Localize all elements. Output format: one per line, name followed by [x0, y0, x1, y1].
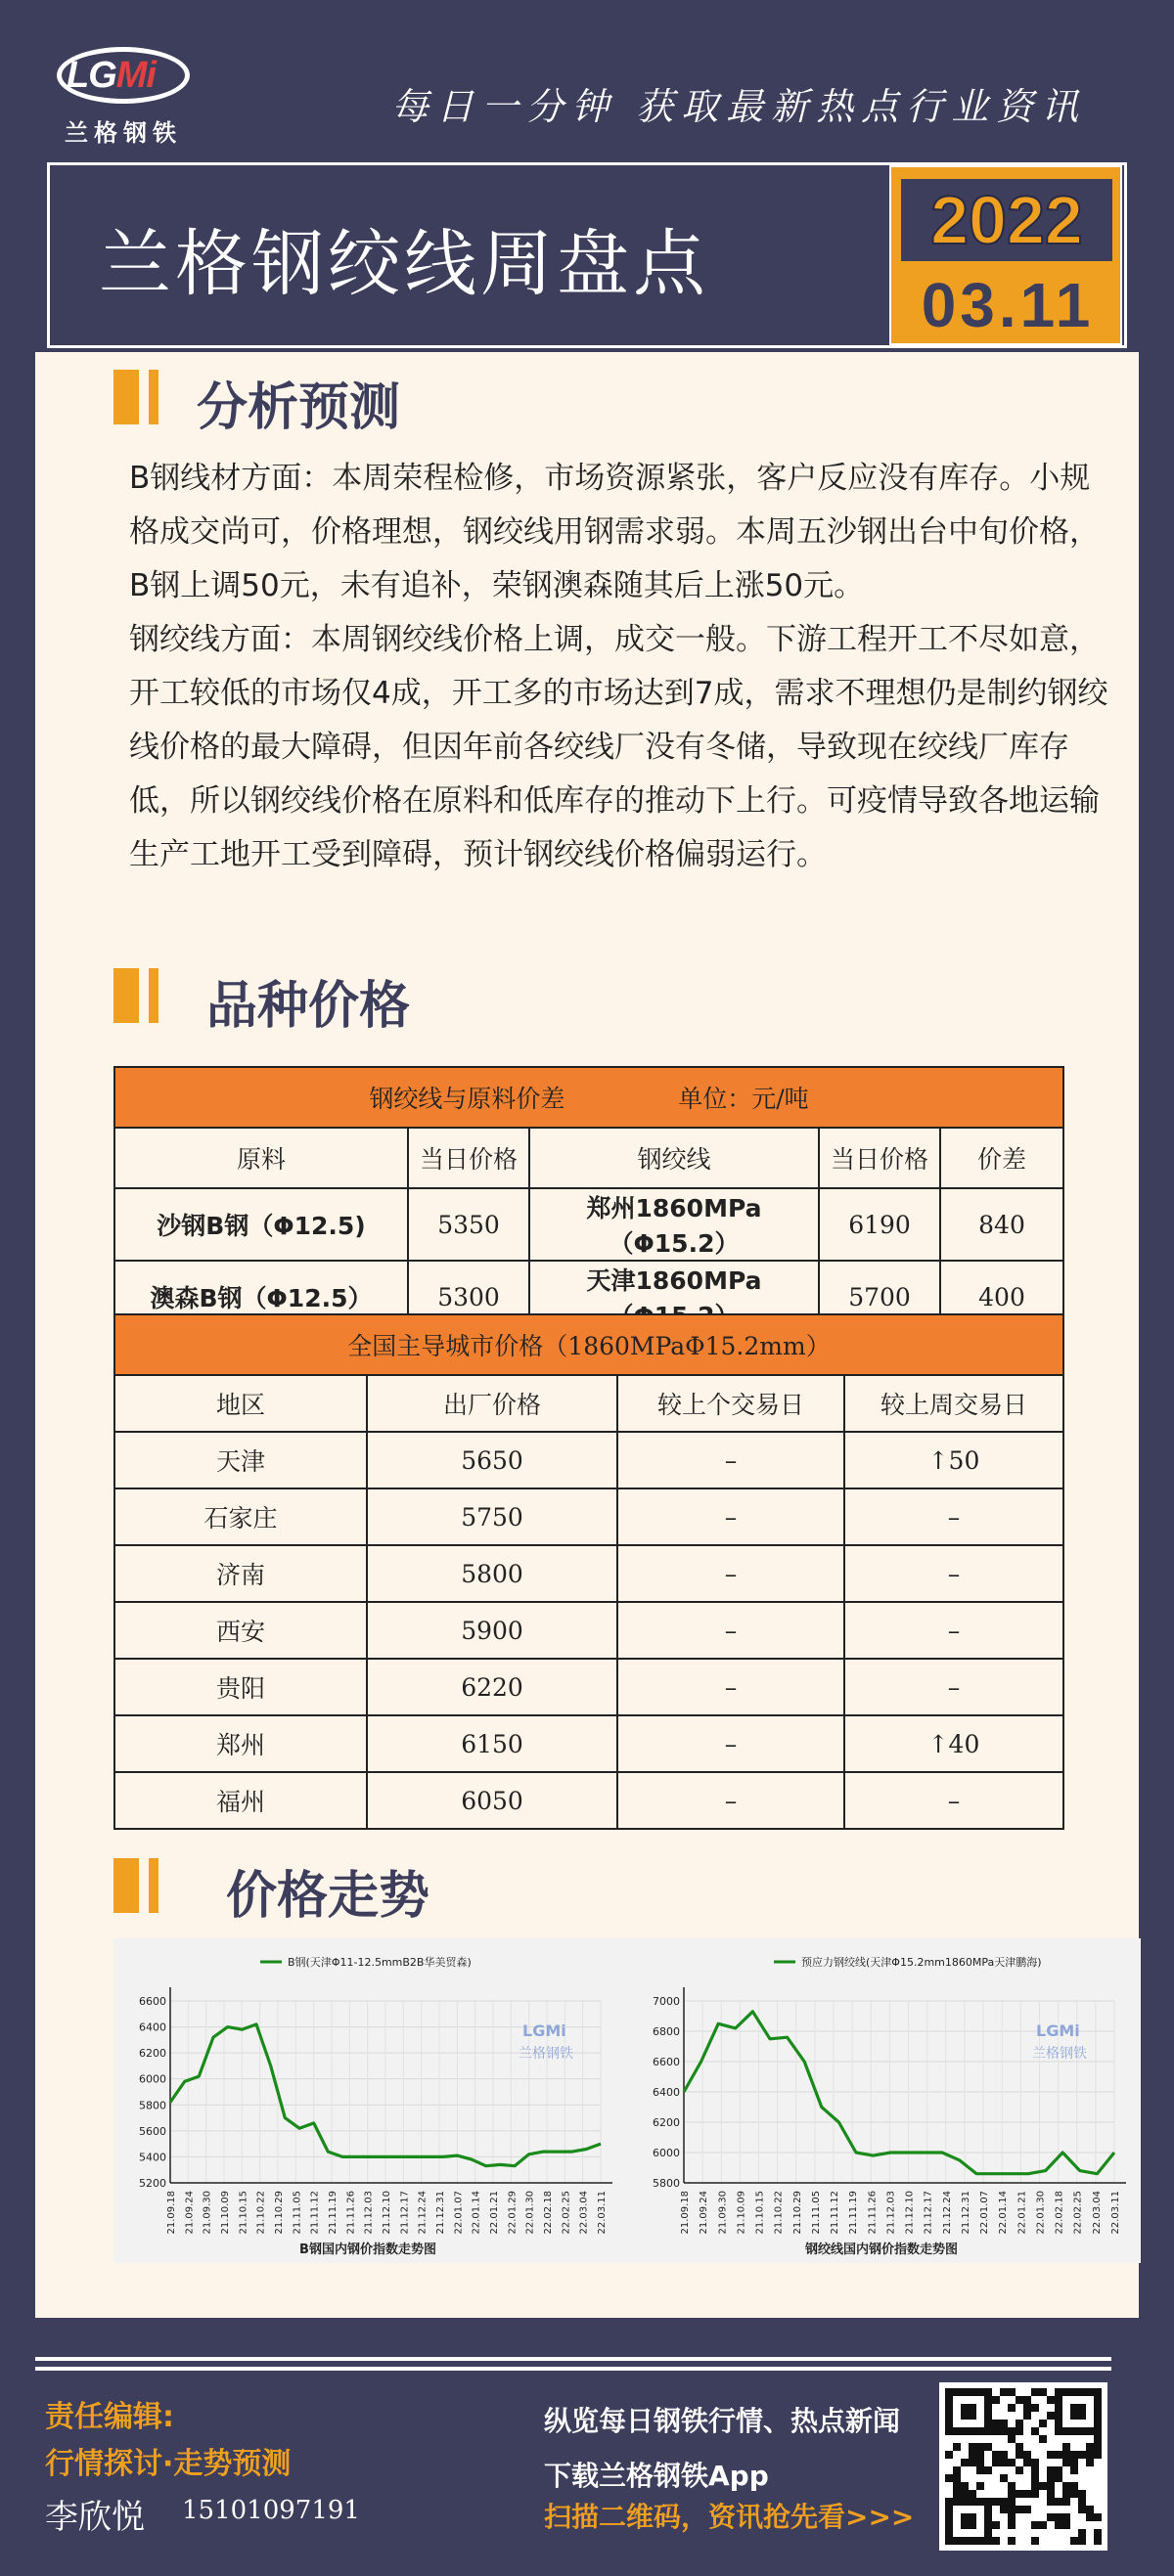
table-row	[114, 1715, 1063, 1772]
editor-name: 李欣悦	[45, 2498, 145, 2537]
x-tick-label: 21.12.03	[363, 2191, 375, 2235]
x-tick-label: 21.09.18	[166, 2191, 177, 2235]
x-tick-label: 22.01.30	[524, 2191, 536, 2235]
table-cell: 西安	[114, 1602, 367, 1659]
x-tick-label: 22.01.30	[1035, 2191, 1047, 2235]
x-tick-label: 21.11.12	[309, 2191, 321, 2235]
x-tick-label: 22.02.18	[543, 2191, 554, 2235]
section-trend	[35, 1848, 524, 1927]
table-cell: 5800	[367, 1545, 617, 1602]
table-header: 较上周交易日	[844, 1375, 1063, 1432]
table-cell: 5750	[367, 1488, 617, 1545]
editor-phone: 15101097191	[182, 2496, 360, 2525]
content-panel	[35, 352, 1139, 2318]
x-tick-label: 21.10.22	[255, 2191, 267, 2235]
x-tick-label: 21.09.18	[680, 2191, 691, 2235]
x-tick-label: 21.10.09	[736, 2191, 747, 2235]
x-tick-label: 22.03.04	[578, 2191, 590, 2235]
section-bar-icon	[113, 968, 139, 1023]
x-tick-label: 21.11.19	[328, 2191, 339, 2235]
date-month-day: 03.11	[921, 270, 1095, 340]
table-header: 较上个交易日	[617, 1375, 844, 1432]
analysis-text	[129, 452, 1117, 882]
y-tick-label: 6200	[139, 2047, 166, 2061]
table-cell: ↑50	[844, 1432, 1063, 1488]
table-cell: 济南	[114, 1545, 367, 1602]
table-row	[114, 1602, 1063, 1659]
table-header: 当日价格	[819, 1128, 940, 1188]
qr-pattern	[945, 2388, 1102, 2545]
section-bar-icon	[149, 1858, 158, 1913]
table-cell: 5650	[367, 1432, 617, 1488]
x-tick-label: 21.11.12	[830, 2191, 841, 2235]
table-cell: 400	[940, 1261, 1063, 1333]
table-row	[114, 1772, 1063, 1829]
y-tick-label: 5400	[139, 2151, 166, 2164]
lgmi-logo	[57, 47, 194, 145]
section-title-trend: 价格走势	[226, 1867, 430, 1926]
x-tick-label: 22.01.07	[453, 2191, 465, 2235]
table-cell: 5700	[819, 1261, 940, 1333]
legend-label: 预应力钢绞线(天津Φ15.2mm1860MPa天津鹏海)	[801, 1956, 1042, 1969]
x-tick-label: 21.12.10	[382, 2191, 392, 2235]
section-bar-icon	[113, 370, 139, 424]
charts-area	[113, 1938, 1141, 2263]
editor-desc: 行情探讨·走势预测	[45, 2447, 292, 2481]
table-row	[114, 1659, 1063, 1715]
x-tick-label: 21.10.22	[773, 2191, 785, 2235]
x-tick-label: 21.10.29	[274, 2191, 285, 2235]
x-tick-label: 21.12.17	[923, 2191, 934, 2235]
y-tick-label: 6800	[653, 2025, 680, 2038]
editor-label: 责任编辑:	[45, 2400, 174, 2434]
x-tick-label: 21.11.26	[345, 2191, 357, 2235]
analysis-paragraph: B钢线材方面：本周荣程检修，市场资源紧张，客户反应没有库存。小规格成交尚可，价格理想，钢绞线用钢需求弱。本周五沙钢出台中旬价格，B钢上调50元，未有追补，荣钢澳森随其后上涨50元。	[129, 461, 1100, 603]
y-tick-label: 5800	[139, 2099, 166, 2112]
table-cell: –	[617, 1772, 844, 1829]
x-tick-label: 21.11.26	[867, 2191, 879, 2235]
section-bar-icon	[149, 968, 158, 1023]
y-tick-label: 7000	[653, 1995, 680, 2008]
section-title-analysis: 分析预测	[197, 378, 401, 437]
table-cell: 郑州	[114, 1715, 367, 1772]
x-tick-label: 21.09.24	[184, 2191, 196, 2235]
table-row	[114, 1488, 1063, 1545]
section-bar-icon	[149, 370, 158, 424]
table-cell: 天津1860MPa	[529, 1261, 819, 1333]
table-cell: –	[844, 1545, 1063, 1602]
table-cell: –	[617, 1715, 844, 1772]
table-header: 当日价格	[408, 1128, 529, 1188]
table-cell: –	[844, 1772, 1063, 1829]
x-tick-label: 21.09.24	[699, 2191, 710, 2235]
chart-strand-svg	[627, 1938, 1136, 2263]
table-cell: –	[617, 1602, 844, 1659]
date-year: 2022	[901, 179, 1112, 261]
table-cell: –	[844, 1659, 1063, 1715]
logo-text: LGMi	[67, 55, 156, 96]
logo-text-accent: Mi	[115, 55, 156, 96]
x-tick-label: 21.11.05	[810, 2191, 822, 2235]
section-price	[35, 958, 524, 1037]
legend-label: B钢(天津Φ11-12.5mmB2B华美贸森)	[288, 1956, 472, 1969]
x-tick-label: 22.02.25	[561, 2191, 572, 2235]
y-tick-label: 5600	[139, 2124, 166, 2138]
table-cell: –	[844, 1488, 1063, 1545]
page-title: 兰格钢绞线周盘点	[99, 222, 709, 306]
x-tick-label: 21.09.30	[717, 2191, 729, 2235]
divider-line	[35, 2367, 1111, 2371]
x-tick-label: 21.12.31	[960, 2191, 971, 2235]
spread-table-name: 钢绞线与原料价差	[369, 1085, 565, 1113]
x-tick-label: 22.03.11	[597, 2191, 608, 2235]
x-tick-label: 21.12.24	[417, 2191, 429, 2235]
y-tick-label: 6000	[653, 2147, 680, 2159]
table-cell: 福州	[114, 1772, 367, 1829]
x-tick-label: 22.02.25	[1072, 2191, 1084, 2235]
x-tick-label: 21.12.31	[435, 2191, 446, 2235]
slogan: 每日一分钟 获取最新热点行业资讯	[391, 85, 1087, 128]
table-header: 价差	[940, 1128, 1063, 1188]
watermark-logo-sub: 兰格钢铁	[1032, 2046, 1087, 2062]
y-tick-label: 5800	[653, 2177, 680, 2190]
table-cell: –	[617, 1659, 844, 1715]
section-analysis	[35, 360, 524, 438]
table-row	[114, 1432, 1063, 1488]
logo-subtitle: 兰格钢铁	[65, 118, 182, 147]
spread-table-title	[114, 1067, 1063, 1128]
table-cell: 5300	[408, 1261, 529, 1333]
x-tick-label: 21.10.15	[754, 2191, 766, 2235]
date-box	[889, 165, 1122, 345]
x-tick-label: 21.10.09	[220, 2191, 231, 2235]
x-tick-label: 22.03.11	[1110, 2191, 1121, 2235]
table-header: 地区	[114, 1375, 367, 1432]
table-cell: 840	[940, 1188, 1063, 1261]
x-tick-label: 21.12.10	[904, 2191, 916, 2235]
y-tick-label: 6400	[653, 2086, 680, 2099]
x-tick-label: 21.11.05	[292, 2191, 303, 2235]
table-header: 钢绞线	[529, 1128, 819, 1188]
chart-title: B钢国内钢价指数走势图	[299, 2243, 436, 2257]
table-cell: 澳森B钢（Φ12.5）	[114, 1261, 408, 1333]
y-tick-label: 6600	[653, 2056, 680, 2068]
table-cell: –	[617, 1488, 844, 1545]
x-tick-label: 21.12.24	[941, 2191, 953, 2235]
chart-title: 钢绞线国内钢价指数走势图	[804, 2243, 959, 2257]
table-cell: –	[617, 1545, 844, 1602]
table-cell: 5350	[408, 1188, 529, 1261]
analysis-paragraph: 钢绞线方面：本周钢绞线价格上调，成交一般。下游工程开工不尽如意，开工较低的市场仅4成，开工多的市场达到7成，需求不理想仍是制约钢绞线价格的最大障碍，但因年前各绞线厂没有冬储，导致现在绞线厂库存低，所以钢绞线价格在原料和低库存的推动下上行。可疫情导致各地运输生产工地开工受到障碍，预计钢绞线价格偏弱运行。	[129, 622, 1108, 872]
x-tick-label: 21.10.15	[238, 2191, 249, 2235]
city-table-title: 全国主导城市价格（1860MPaΦ15.2mm）	[114, 1314, 1063, 1375]
chart-b-steel-svg	[113, 1938, 622, 2263]
chart-b-steel	[113, 1938, 622, 2263]
section-title-price: 品种价格	[206, 977, 411, 1036]
y-tick-label: 6200	[653, 2116, 680, 2129]
table-cell: 郑州1860MPa（Φ15.2）	[529, 1188, 819, 1261]
promo-line2: 下载兰格钢铁App	[544, 2460, 769, 2492]
table-cell: 6050	[367, 1772, 617, 1829]
table-header: 原料	[114, 1128, 408, 1188]
x-tick-label: 22.01.14	[471, 2191, 482, 2235]
promo-line1: 纵览每日钢铁行情、热点新闻	[544, 2405, 901, 2437]
y-tick-label: 6600	[139, 1995, 166, 2008]
promo-line3: 扫描二维码，资讯抢先看>>>	[544, 2501, 915, 2533]
y-tick-label: 6000	[139, 2072, 166, 2086]
table-cell: 石家庄	[114, 1488, 367, 1545]
spread-table	[113, 1066, 1064, 1334]
watermark-logo-sub: 兰格钢铁	[519, 2046, 573, 2062]
table-cell: 贵阳	[114, 1659, 367, 1715]
x-tick-label: 21.10.29	[791, 2191, 803, 2235]
table-cell: 6190	[819, 1188, 940, 1261]
y-tick-label: 5200	[139, 2177, 166, 2190]
table-cell: 5900	[367, 1602, 617, 1659]
x-tick-label: 22.01.21	[1016, 2191, 1028, 2235]
table-row	[114, 1188, 1063, 1261]
table-header: 出厂价格	[367, 1375, 617, 1432]
table-cell: ↑40	[844, 1715, 1063, 1772]
title-banner	[47, 162, 1127, 348]
table-cell: 天津	[114, 1432, 367, 1488]
watermark-logo: LGMi	[1036, 2021, 1080, 2040]
x-tick-label: 22.01.07	[979, 2191, 991, 2235]
table-cell: 沙钢B钢（Φ12.5)	[114, 1188, 408, 1261]
table-cell: –	[617, 1432, 844, 1488]
qr-code-icon[interactable]	[939, 2382, 1107, 2551]
city-price-table	[113, 1313, 1064, 1830]
table-cell: –	[844, 1602, 1063, 1659]
table-cell: 6150	[367, 1715, 617, 1772]
watermark-logo: LGMi	[522, 2021, 566, 2040]
section-bar-icon	[113, 1858, 139, 1913]
x-tick-label: 21.12.03	[885, 2191, 897, 2235]
x-tick-label: 22.03.04	[1091, 2191, 1103, 2235]
x-tick-label: 21.11.19	[848, 2191, 860, 2235]
spread-table-unit: 单位：元/吨	[678, 1085, 809, 1113]
table-row	[114, 1545, 1063, 1602]
y-tick-label: 6400	[139, 2021, 166, 2034]
table-cell: 6220	[367, 1659, 617, 1715]
x-tick-label: 22.01.29	[507, 2191, 519, 2235]
x-tick-label: 22.01.21	[489, 2191, 500, 2235]
x-tick-label: 21.12.17	[399, 2191, 411, 2235]
x-tick-label: 22.01.14	[998, 2191, 1010, 2235]
x-tick-label: 21.09.30	[202, 2191, 213, 2235]
x-tick-label: 22.02.18	[1054, 2191, 1065, 2235]
divider-line	[35, 2357, 1111, 2361]
chart-strand	[627, 1938, 1136, 2263]
